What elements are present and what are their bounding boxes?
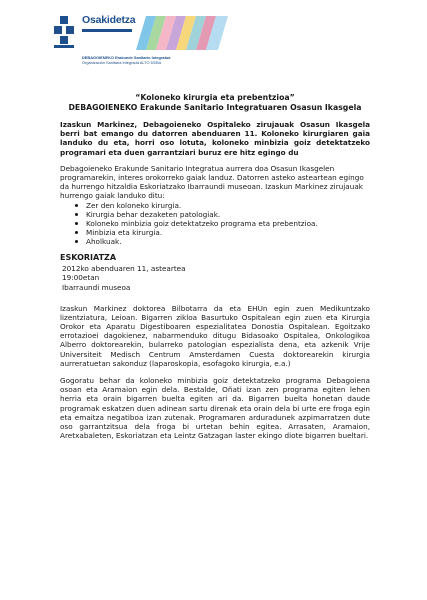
list-item: Koloneko minbizia goiz detektatzeko programa eta prebentzioa. <box>86 219 370 228</box>
closing-paragraph: Gogoratu behar da koloneko minbizia goiz detektatzeko programa Debagoiena osoan eta Aramaion egin dela. Bestalde, Oñati izan zen programa egiten lehen herria eta orain bigarren buelta egiten ari da. Bigarren buelta honetan daude programak eskatzen duen adinean sartu direnak eta orain dela bi urte ere froga egin eta emaitza negatiboa izan zutenak. Programaren arduradunek azpimarratzen dute oso garrantzitsua dela froga bi urtetan behin egitea. Arrasaten, Aramaion, Aretxabaleten, Eskoriatzan eta Leintz Gatzagan laster ekingo diote bigarren bueltari. <box>60 376 370 441</box>
event-time: 19:00etan <box>62 273 100 283</box>
logo-name: Osakidetza <box>82 14 136 26</box>
lead-paragraph: Izaskun Markinez, Debagoieneko Ospitaleko zirujauak Osasun Ikasgela berri bat emango du datorren abenduaren 11. Koloneko kirurgiaren gaia landuko du eta, horri oso lotuta, koloneko minbizia goiz detektatzeko programari eta duen garrantziari buruz ere hitz egingo du <box>60 120 370 157</box>
event-place: Ibarraundi museoa <box>62 283 131 293</box>
organization-name-spanish: Organización Sanitaria Integrada ALTO DEBA <box>82 60 162 65</box>
list-item: Kirurgia behar dezaketen patologiak. <box>86 210 370 219</box>
list-item: Minbizia eta kirurgia. <box>86 228 370 237</box>
list-item: Zer den koloneko kirurgia. <box>86 201 370 210</box>
event-date: 2012ko abenduaren 11, asteartea <box>62 263 186 273</box>
document-body <box>60 93 370 440</box>
logo-rule <box>82 29 132 32</box>
list-item: Aholkuak. <box>86 237 370 246</box>
location-heading: ESKORIATZA <box>60 252 117 262</box>
speaker-bio-paragraph: Izaskun Markinez doktorea Bilbotarra da eta EHUn egin zuen Medikuntzako lizentziatura, Leioan. Bigarren zikloa Basurtuko Ospitalean egin zuen eta Kirurgia Orokor eta Aparatu Digestiboaren espezialitatea Donostia Ospitalean. Egoitzako errotazioei dagokienez, nabarmenduko ditugu Bidasoako Ospitalea, Onkologikoa Alberro doktorearekin, bularreko patologian espezialista dena, eta azkenik Vrije Universiteit Medisch Centrum Amsterdamen Cuesta doktorearekin kirurgia aurreratuetan sakonduz (laparoskopia, esofagoko kirurgia, e.a.) <box>60 303 370 368</box>
organization-name: DEBAGOIENEKO Erakunde Sanitario Integratua <box>82 55 171 60</box>
document-title: “Koloneko kirurgia eta prebentzioa” <box>135 93 295 102</box>
document-subtitle: DEBAGOIENEKO Erakunde Sanitario Integratuaren Osasun Ikasgela <box>68 102 362 112</box>
decorative-banner <box>136 16 228 50</box>
location-details <box>60 264 370 293</box>
topic-list <box>60 201 370 247</box>
osakidetza-logo-icon <box>52 14 78 52</box>
intro-paragraph: Debagoieneko Erakunde Sanitario Integratua aurrera doa Osasun Ikasgelen programarekin, interes orokorreko gaiak landuz. Datorren asteko asteartean egingo da hurrengo hitzaldia Eskoriatzako Ibarraundi museoan. Izaskun Markinez zirujauak hurrengo gaiak landuko ditu: <box>60 163 364 201</box>
